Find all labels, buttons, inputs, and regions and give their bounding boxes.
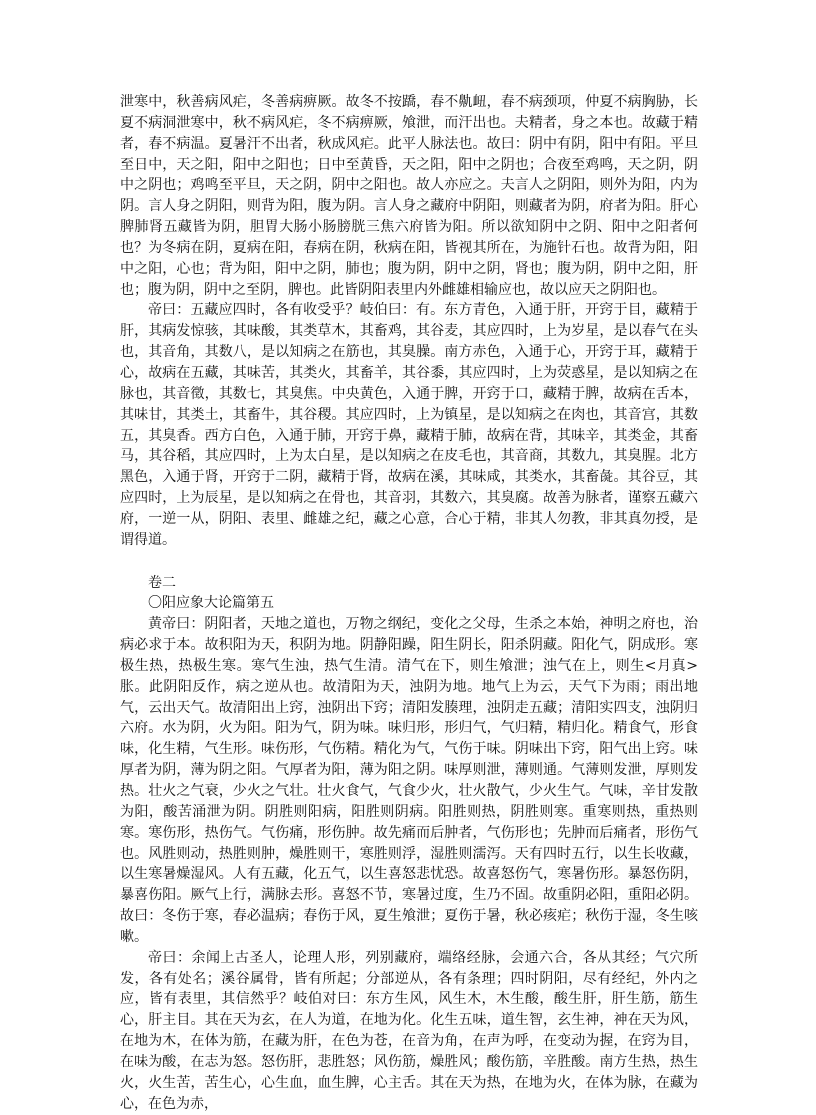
- document-page: [120, 92, 698, 1115]
- paragraph-five-zang-seasons: 帝曰：五藏应四时，各有收受乎？岐伯曰：有。东方青色，入通于肝，开窍于目，藏精于肝，其病发惊骇，其味酸，其类草木，其畜鸡，其谷麦，其应四时，上为岁星，是以春气在头也，其音角，其数八，是以知病之在筋也，其臭臊。南方赤色，入通于心，开窍于耳，藏精于心，故病在五藏，其味苦，其类火，其畜羊，其谷黍，其应四时，上为荧惑星，是以知病之在脉也，其音徵，其数七，其臭焦。中央黄色，入通于脾，开窍于口，藏精于脾，故病在舌本，其味甘，其类土，其畜牛，其谷稷。其应四时，上为镇星，是以知病之在肉也，其音宫，其数五，其臭香。西方白色，入通于肺，开窍于鼻，藏精于肺，故病在背，其味辛，其类金，其畜马，其谷稻，其应四时，上为太白星，是以知病之在皮毛也，其音商，其数九，其臭腥。北方黑色，入通于肾，开窍于二阴，藏精于肾，故病在溪，其味咸，其类水，其畜彘。其谷豆，其应四时，上为辰星，是以知病之在骨也，其音羽，其数六，其臭腐。故善为脉者，谨察五藏六府，一逆一从，阴阳、表里、雌雄之纪，藏之心意，合心于精，非其人勿教，非其真勿授，是谓得道。: [120, 302, 698, 548]
- paragraph-continuation: 泄寒中，秋善病风疟，冬善病痹厥。故冬不按蹻，春不鼽衄，春不病颈项，仲夏不病胸胁，长夏不病洞泄寒中，秋不病风疟，冬不病痹厥，飧泄，而汗出也。夫精者，身之本也。故藏于精者，春不病温。夏暑汗不出者，秋成风疟。此平人脉法也。故曰：阴中有阴，阳中有阳。平旦至日中，天之阳，阳中之阳也；日中至黄昏，天之阳，阳中之阴也；合夜至鸡鸣，天之阴，阴中之阴也；鸡鸣至平旦，天之阴，阴中之阳也。故人亦应之。夫言人之阴阳，则外为阳，内为阴。言人身之阴阳，则背为阳，腹为阴。言人身之藏府中阴阳，则藏者为阴，府者为阳。肝心脾肺肾五藏皆为阴，胆胃大肠小肠膀胱三焦六府皆为阳。所以欲知阴中之阴、阳中之阳者何也？为冬病在阴，夏病在阳，春病在阴，秋病在阳，皆视其所在，为施针石也。故背为阳，阳中之阳，心也；背为阳，阳中之阴，肺也；腹为阴，阴中之阴，肾也；腹为阴，阴中之阳，肝也；腹为阴，阴中之至阴，脾也。此皆阴阳表里内外雌雄相输应也，故以应天之阴阳也。: [120, 94, 698, 298]
- section-spacer: [120, 551, 698, 573]
- chapter-title: 〇阳应象大论篇第五: [148, 595, 274, 612]
- volume-title: 卷二: [148, 574, 176, 591]
- paragraph-yin-yang: 黄帝曰：阴阳者，天地之道也，万物之纲纪，变化之父母，生杀之本始，神明之府也，治病必求于本。故积阳为天，积阴为地。阴静阳躁，阳生阴长，阳杀阴藏。阳化气，阴成形。寒极生热，热极生寒。寒气生浊，热气生清。清气在下，则生飧泄；浊气在上，则生<月真>胀。此阴阳反作，病之逆从也。故清阳为天，浊阴为地。地气上为云，天气下为雨；雨出地气，云出天气。故清阳出上窍，浊阴出下窍；清阳发腠理，浊阴走五藏；清阳实四支，浊阴归六府。水为阴，火为阳。阳为气，阴为味。味归形，形归气，气归精，精归化。精食气，形食味，化生精，气生形。味伤形，气伤精。精化为气，气伤于味。阴味出下窍，阳气出上窍。味厚者为阴，薄为阴之阳。气厚者为阳，薄为阳之阴。味厚则泄，薄则通。气薄则发泄，厚则发热。壮火之气衰，少火之气壮。壮火食气，气食少火，壮火散气，少火生气。气味，辛甘发散为阳，酸苦涌泄为阴。阴胜则阳病，阳胜则阴病。阳胜则热，阴胜则寒。重寒则热，重热则寒。寒伤形，热伤气。气伤痛，形伤肿。故先痛而后肿者，气伤形也；先肿而后痛者，形伤气也。风胜则动，热胜则肿，燥胜则干，寒胜则浮，湿胜则濡泻。天有四时五行，以生长收藏，以生寒暑燥湿风。人有五藏，化五气，以生喜怒悲忧恐。故喜怒伤气，寒暑伤形。暴怒伤阴，暴喜伤阳。厥气上行，满脉去形。喜怒不节，寒暑过度，生乃不固。故重阴必阳，重阳必阴。故曰：冬伤于寒，春必温病；春伤于风，夏生飧泄；夏伤于暑，秋必痎疟；秋伤于湿，冬生咳嗽。: [120, 616, 698, 945]
- paragraph-east-south: 帝曰：余闻上古圣人，论理人形，列别藏府，端络经脉，会通六合，各从其经；气穴所发，各有处名；溪谷属骨，皆有所起；分部逆从，各有条理；四时阴阳，尽有经纪，外内之应，皆有表里，其信然乎？岐伯对曰：东方生风，风生木，木生酸，酸生肝，肝生筋，筋生心，肝主目。其在天为玄，在人为道，在地为化。化生五味，道生智，玄生神，神在天为风，在地为木，在体为筋，在藏为肝，在色为苍，在音为角，在声为呼，在变动为握，在窍为目，在味为酸，在志为怒。怒伤肝，悲胜怒；风伤筋，燥胜风；酸伤筋，辛胜酸。南方生热，热生火，火生苦，苦生心，心生血，血生脾，心主舌。其在天为热，在地为火，在体为脉，在藏为心，在色为赤，: [120, 949, 698, 1112]
